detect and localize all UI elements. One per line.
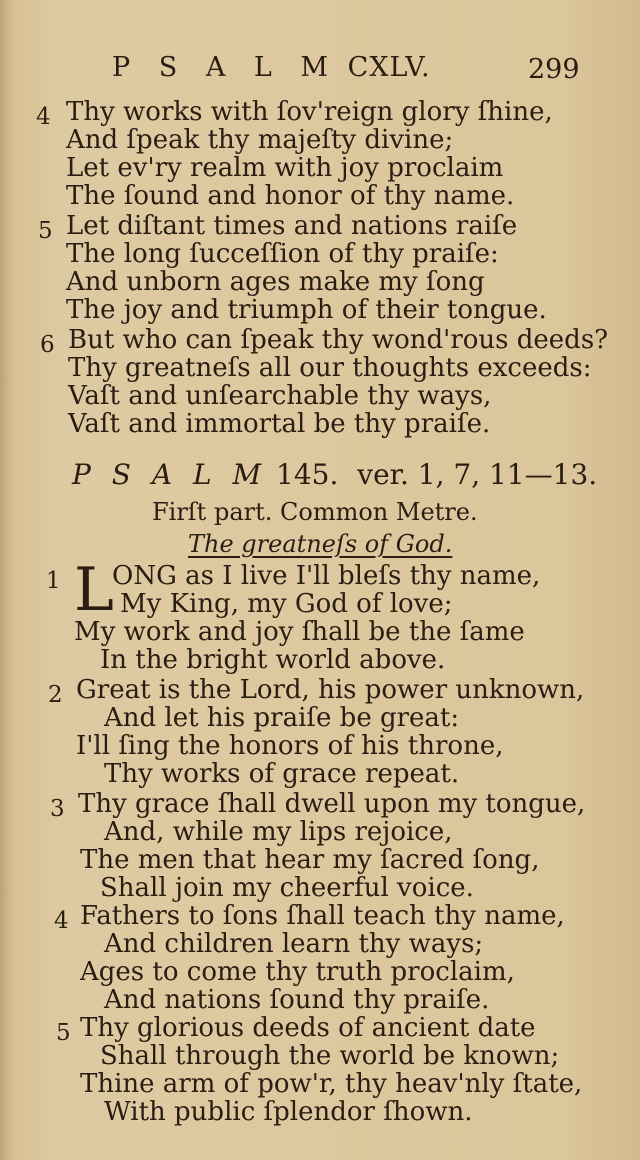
section-theme: The greatneſs of God. bbox=[188, 530, 453, 558]
section-title bbox=[72, 458, 597, 491]
verse-line: Let ev'ry realm with joy proclaim bbox=[66, 153, 504, 183]
verse-line: Thy greatneſs all our thoughts exceeds: bbox=[68, 353, 592, 383]
verse-line: And ſpeak thy majeſty divine; bbox=[66, 125, 454, 155]
drop-cap: L bbox=[74, 555, 114, 625]
stanza-number: 5 bbox=[38, 218, 53, 244]
verse-line: The men that hear my ſacred ſong, bbox=[80, 845, 540, 875]
verse-line: Vaſt and unſearchable thy ways, bbox=[68, 381, 492, 411]
verse-line: The long ſucceſſion of thy praiſe: bbox=[66, 239, 499, 269]
stanza-number: 4 bbox=[36, 104, 51, 130]
verse-line: The joy and triumph of their tongue. bbox=[66, 295, 547, 325]
verse-line: But who can ſpeak thy wond'rous deeds? bbox=[68, 325, 609, 355]
verse-line: And children learn thy ways; bbox=[104, 929, 484, 959]
verse-line: Let diſtant times and nations raiſe bbox=[66, 211, 518, 241]
verse-line: The ſound and honor of thy name. bbox=[66, 181, 515, 211]
verse-line: Shall join my cheerful voice. bbox=[100, 873, 474, 903]
verse-line: Shall through the world be known; bbox=[100, 1041, 560, 1071]
stanza-number: 5 bbox=[56, 1020, 71, 1046]
section-verses: ver. 1, 7, 11—13. bbox=[357, 458, 598, 491]
page-number: 299 bbox=[528, 54, 580, 85]
verse-line: And let his praiſe be great: bbox=[104, 703, 460, 733]
verse-line: And, while my lips rejoice, bbox=[104, 817, 453, 847]
running-header bbox=[112, 52, 431, 83]
section-part: Firſt part. Common Metre. bbox=[152, 498, 478, 526]
verse-line: Thy glorious deeds of ancient date bbox=[80, 1013, 536, 1043]
stanza-number: 1 bbox=[46, 568, 61, 594]
verse-line: My work and joy ſhall be the ſame bbox=[74, 617, 525, 647]
verse-line: Thy works with ſov'reign glory ſhine, bbox=[66, 97, 553, 127]
section-psalm-label: P S A L M bbox=[72, 458, 268, 491]
verse-line: Thy works of grace repeat. bbox=[104, 759, 460, 789]
verse-line: I'll ſing the honors of his throne, bbox=[76, 731, 504, 761]
verse-line: Vaſt and immortal be thy praiſe. bbox=[68, 409, 491, 439]
stanza-number: 2 bbox=[48, 682, 63, 708]
stanza-number: 4 bbox=[54, 908, 69, 934]
verse-line: And unborn ages make my ſong bbox=[66, 267, 485, 297]
verse-line: Thy grace ſhall dwell upon my tongue, bbox=[78, 789, 586, 819]
verse-line: Fathers to ſons ſhall teach thy name, bbox=[80, 901, 565, 931]
verse-line: In the bright world above. bbox=[100, 645, 446, 675]
verse-line: Thine arm of pow'r, thy heav'nly ſtate, bbox=[80, 1069, 583, 1099]
header-title: P S A L M bbox=[112, 52, 339, 83]
section-psalm-number: 145. bbox=[276, 458, 339, 491]
verse-line: And nations ſound thy praiſe. bbox=[104, 985, 490, 1015]
verse-line: With public ſplendor ſhown. bbox=[104, 1097, 473, 1127]
stanza-number: 3 bbox=[50, 796, 65, 822]
verse-line: ONG as I live I'll bleſs thy name, bbox=[112, 561, 541, 591]
stanza-number: 6 bbox=[40, 332, 55, 358]
verse-line: My King, my God of love; bbox=[120, 589, 453, 619]
verse-line: Ages to come thy truth proclaim, bbox=[80, 957, 515, 987]
header-roman: CXLV. bbox=[347, 52, 431, 83]
verse-line: Great is the Lord, his power unknown, bbox=[76, 675, 585, 705]
